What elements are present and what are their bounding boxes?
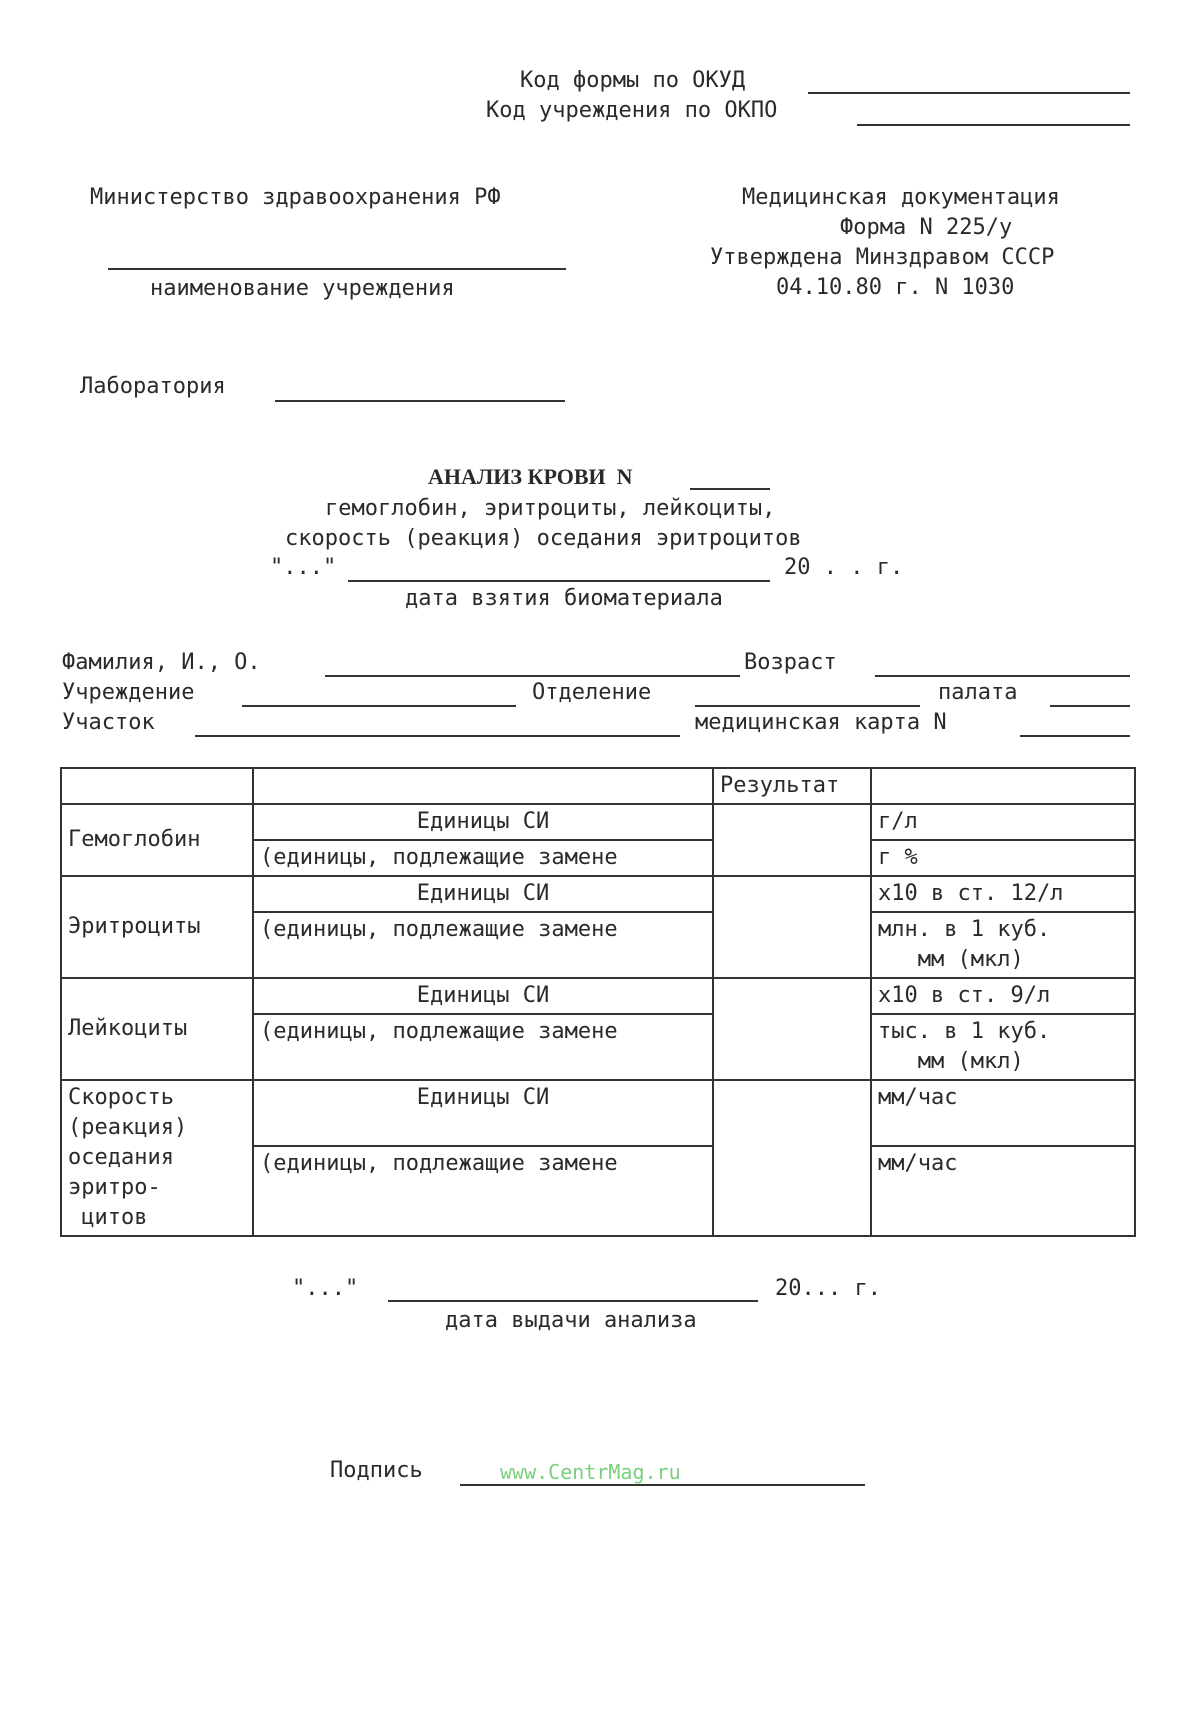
table-row	[61, 876, 1135, 912]
okud-label: Код формы по ОКУД	[520, 68, 746, 93]
unit-old: млн. в 1 куб. мм (мкл)	[871, 912, 1135, 978]
age-label: Возраст	[744, 650, 837, 675]
unit-si: х10 в ст. 9/л	[871, 978, 1135, 1014]
okpo-field[interactable]	[857, 124, 1130, 126]
result-cell-leukocytes[interactable]	[713, 978, 871, 1080]
medical-card-field[interactable]	[1020, 735, 1130, 737]
sample-date-field[interactable]	[348, 580, 770, 582]
issue-date-field[interactable]	[388, 1300, 758, 1302]
si-units-label: Единицы СИ	[253, 1080, 713, 1146]
title-subtitle-2: скорость (реакция) оседания эритроцитов	[285, 526, 802, 551]
unit-old: тыс. в 1 куб. мм (мкл)	[871, 1014, 1135, 1080]
unit-si: х10 в ст. 12/л	[871, 876, 1135, 912]
sample-date-year: 20 . . г.	[784, 555, 904, 580]
si-units-label: Единицы СИ	[253, 876, 713, 912]
row-name-hemoglobin: Гемоглобин	[61, 804, 253, 876]
issue-date-quote: "..."	[292, 1276, 359, 1301]
watermark-text: www.CentrMag.ru	[500, 1460, 681, 1484]
table-header-row	[61, 768, 1135, 804]
approval-date: 04.10.80 г. N 1030	[776, 275, 1015, 300]
unit-si: мм/час	[871, 1080, 1135, 1146]
old-units-label: (единицы, подлежащие замене	[253, 912, 713, 978]
patient-institution-label: Учреждение	[62, 680, 195, 705]
table-row	[61, 1080, 1135, 1146]
district-field[interactable]	[195, 735, 680, 737]
header-cell-empty-2	[253, 768, 713, 804]
result-cell-erythrocytes[interactable]	[713, 876, 871, 978]
si-units-label: Единицы СИ	[253, 804, 713, 840]
ministry-text: Министерство здравоохранения РФ	[90, 185, 501, 210]
med-doc-text: Медицинская документация	[742, 185, 1060, 210]
patient-name-label: Фамилия, И., О.	[62, 650, 261, 675]
institution-caption: наименование учреждения	[150, 276, 455, 301]
issue-date-year: 20... г.	[775, 1276, 881, 1301]
approved-text: Утверждена Минздравом СССР	[710, 245, 1055, 270]
department-label: Отделение	[532, 680, 652, 705]
analysis-title: АНАЛИЗ КРОВИ N	[428, 464, 633, 489]
header-cell-empty-3	[871, 768, 1135, 804]
result-cell-esr[interactable]	[713, 1080, 871, 1236]
laboratory-label: Лаборатория	[80, 374, 226, 399]
unit-old: мм/час	[871, 1146, 1135, 1236]
ward-field[interactable]	[1050, 705, 1130, 707]
institution-name-field[interactable]	[108, 268, 566, 270]
laboratory-field[interactable]	[275, 400, 565, 402]
row-name-esr: Скорость (реакция) оседания эритро- цитов	[61, 1080, 253, 1236]
okpo-label: Код учреждения по ОКПО	[486, 98, 778, 123]
table-row	[61, 978, 1135, 1014]
unit-si: г/л	[871, 804, 1135, 840]
form-number: Форма N 225/у	[840, 215, 1013, 240]
department-field[interactable]	[695, 705, 920, 707]
row-name-leukocytes: Лейкоциты	[61, 978, 253, 1080]
analysis-number-field[interactable]	[690, 488, 770, 490]
header-cell-empty-1	[61, 768, 253, 804]
issue-date-caption: дата выдачи анализа	[445, 1308, 697, 1333]
row-name-erythrocytes: Эритроциты	[61, 876, 253, 978]
old-units-label: (единицы, подлежащие замене	[253, 840, 713, 876]
okud-field[interactable]	[808, 92, 1130, 94]
district-label: Участок	[62, 710, 155, 735]
sample-date-quote: "..."	[270, 555, 337, 580]
sample-date-caption: дата взятия биоматериала	[405, 586, 723, 611]
unit-old: г %	[871, 840, 1135, 876]
si-units-label: Единицы СИ	[253, 978, 713, 1014]
patient-institution-field[interactable]	[242, 705, 516, 707]
table-row	[61, 804, 1135, 840]
old-units-label: (единицы, подлежащие замене	[253, 1146, 713, 1236]
patient-name-field[interactable]	[325, 675, 740, 677]
result-header: Результат	[713, 768, 871, 804]
signature-field[interactable]	[460, 1484, 865, 1486]
signature-label: Подпись	[330, 1458, 423, 1483]
ward-label: палата	[938, 680, 1018, 705]
age-field[interactable]	[875, 675, 1130, 677]
title-subtitle-1: гемоглобин, эритроциты, лейкоциты,	[325, 496, 776, 521]
old-units-label: (единицы, подлежащие замене	[253, 1014, 713, 1080]
results-table	[60, 767, 1136, 1237]
result-cell-hemoglobin[interactable]	[713, 804, 871, 876]
medical-card-label: медицинская карта N	[695, 710, 947, 735]
